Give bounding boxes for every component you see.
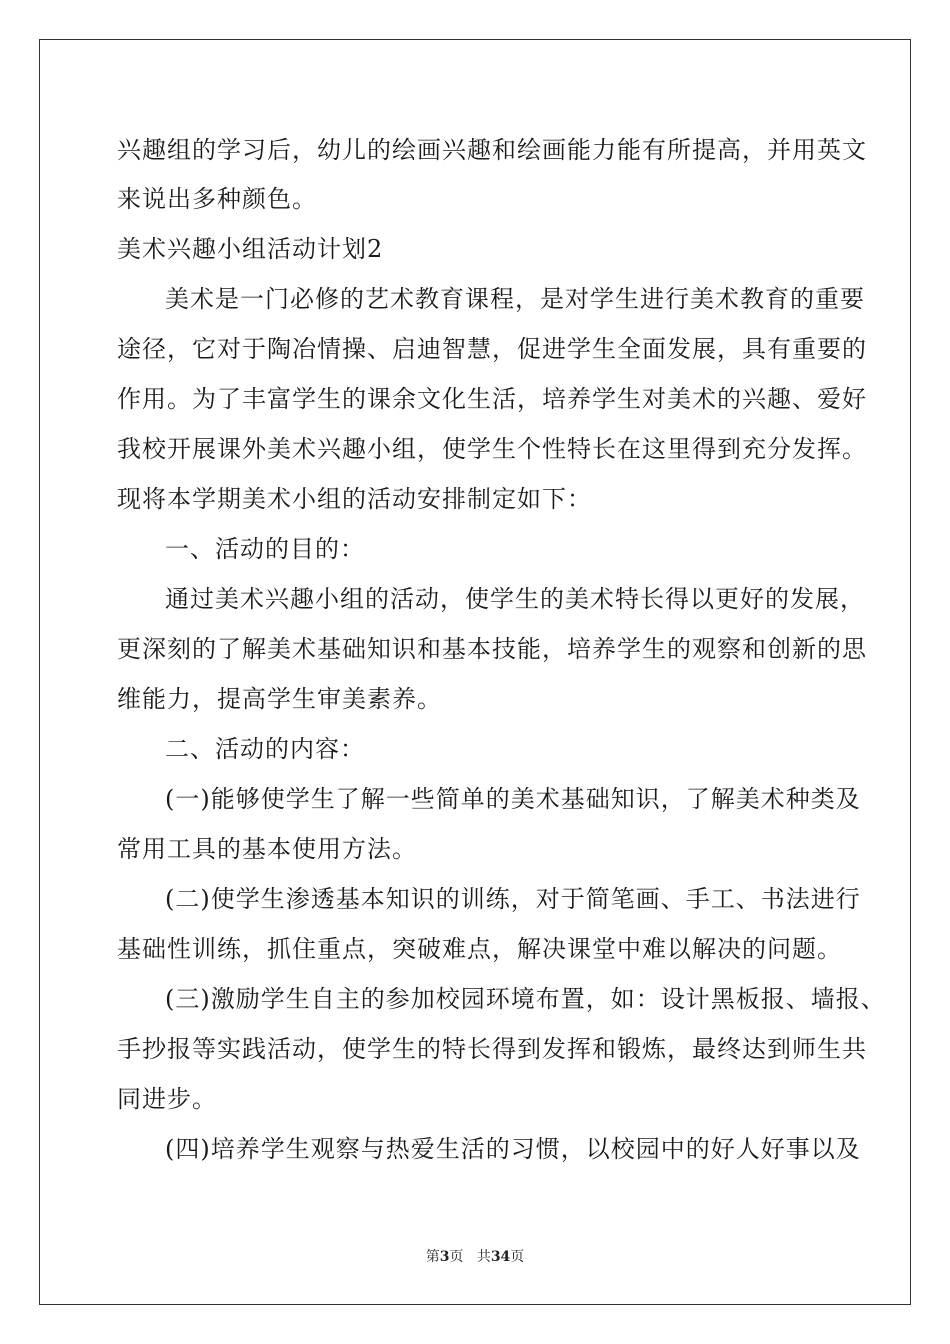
page-border (39, 39, 911, 1305)
body-text-line: 现将本学期美术小组的活动安排制定如下： (117, 485, 592, 513)
body-text-line: 更深刻的了解美术基础知识和基本技能，培养学生的观察和创新的思 (117, 635, 867, 663)
body-text-line: 常用工具的基本使用方法。 (117, 835, 417, 863)
section-title: 美术兴趣小组活动计划2 (117, 235, 384, 263)
body-text-line: 手抄报等实践活动，使学生的特长得到发挥和锻炼，最终达到师生共 (117, 1035, 867, 1063)
page-footer (0, 1248, 950, 1266)
body-text-line: (一)能够使学生了解一些简单的美术基础知识，了解美术种类及 (165, 785, 861, 813)
footer-page-prefix: 第 (425, 1249, 440, 1265)
body-text-line: (三)激励学生自主的参加校园环境布置，如：设计黑板报、墙报、 (165, 985, 886, 1013)
footer-page-suffix: 页 (449, 1249, 464, 1265)
heading-content: 二、活动的内容： (165, 735, 365, 763)
footer-total-prefix: 共 (476, 1249, 491, 1265)
body-text-line: 途径，它对于陶冶情操、启迪智慧，促进学生全面发展，具有重要的 (117, 335, 867, 363)
body-text-line: 通过美术兴趣小组的活动，使学生的美术特长得以更好的发展， (165, 585, 865, 613)
footer-page-number: 3 (439, 1249, 450, 1265)
footer-total-suffix: 页 (510, 1249, 525, 1265)
body-text-line: 我校开展课外美术兴趣小组，使学生个性特长在这里得到充分发挥。 (117, 435, 867, 463)
body-text-line: 兴趣组的学习后，幼儿的绘画兴趣和绘画能力能有所提高，并用英文 (117, 136, 867, 164)
heading-purpose: 一、活动的目的： (165, 535, 365, 563)
body-text-line: 作用。为了丰富学生的课余文化生活，培养学生对美术的兴趣、爱好 (117, 385, 867, 413)
body-text-line: (二)使学生渗透基本知识的训练，对于简笔画、手工、书法进行 (165, 885, 861, 913)
body-text-line: 基础性训练，抓住重点，突破难点，解决课堂中难以解决的问题。 (117, 935, 842, 963)
body-text-line: 来说出多种颜色。 (117, 185, 317, 213)
body-text-line: (四)培养学生观察与热爱生活的习惯，以校园中的好人好事以及 (165, 1135, 861, 1163)
body-text-line: 维能力，提高学生审美素养。 (117, 685, 442, 713)
body-text-line: 同进步。 (117, 1085, 217, 1113)
body-text-line: 美术是一门必修的艺术教育课程，是对学生进行美术教育的重要 (165, 285, 865, 313)
footer-total-pages: 34 (490, 1249, 511, 1265)
